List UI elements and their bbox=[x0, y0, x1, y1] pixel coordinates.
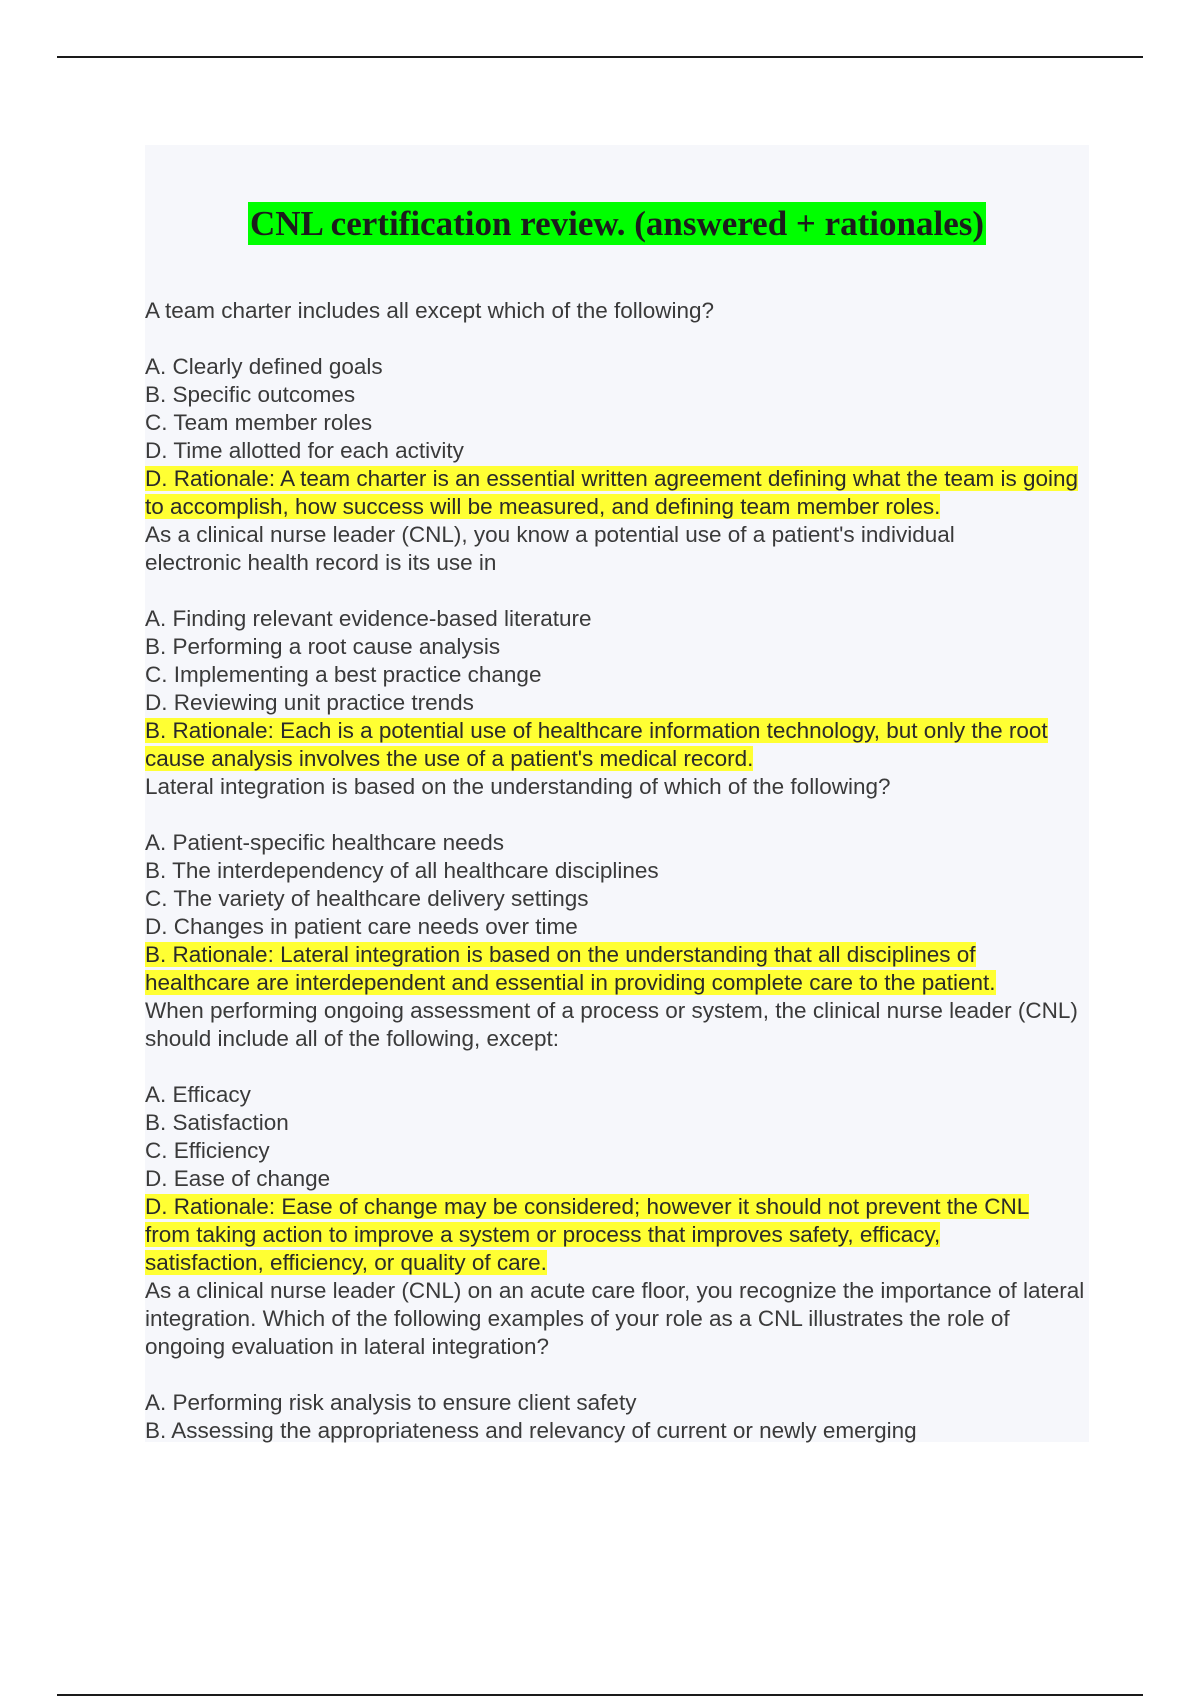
question-5-text: As a clinical nurse leader (CNL) on an acute care floor, you recognize the importance of lateral integration. Which of the following examples of your role as a CNL illustrates the role of ongoing evaluation in lateral integration? bbox=[145, 1278, 1085, 1359]
question-1-option-c: C. Team member roles bbox=[145, 410, 373, 435]
question-2-option-a: A. Finding relevant evidence-based literature bbox=[145, 606, 592, 631]
question-1-text: A team charter includes all except which of the following? bbox=[145, 298, 715, 323]
question-4-option-d: D. Ease of change bbox=[145, 1166, 331, 1191]
question-3-option-a: A. Patient-specific healthcare needs bbox=[145, 830, 504, 855]
document-content bbox=[145, 145, 1089, 1442]
question-4-option-a: A. Efficacy bbox=[145, 1082, 251, 1107]
question-3-text: Lateral integration is based on the understanding of which of the following? bbox=[145, 774, 891, 799]
question-3-option-d: D. Changes in patient care needs over time bbox=[145, 914, 578, 939]
question-1-rationale: D. Rationale: A team charter is an essential written agreement defining what the team is going to accomplish, how success will be measured, and defining team member roles. bbox=[145, 466, 1079, 519]
question-1-option-b: B. Specific outcomes bbox=[145, 382, 356, 407]
title-container bbox=[145, 202, 1089, 245]
question-2-rationale-block bbox=[145, 717, 1089, 773]
question-3-option-b: B. The interdependency of all healthcare disciplines bbox=[145, 858, 659, 883]
question-5-option-a: A. Performing risk analysis to ensure client safety bbox=[145, 1390, 637, 1415]
question-4-rationale-block bbox=[145, 1193, 1089, 1277]
question-1-option-d: D. Time allotted for each activity bbox=[145, 438, 464, 463]
question-4-option-c: C. Efficiency bbox=[145, 1138, 270, 1163]
footer-rule bbox=[57, 1694, 1143, 1696]
question-3-option-c: C. The variety of healthcare delivery settings bbox=[145, 886, 589, 911]
question-2-option-d: D. Reviewing unit practice trends bbox=[145, 690, 474, 715]
question-list bbox=[145, 297, 1089, 1445]
question-1-rationale-block bbox=[145, 465, 1089, 521]
question-1-option-a: A. Clearly defined goals bbox=[145, 354, 383, 379]
document-title: CNL certification review. (answered + rationales) bbox=[249, 204, 985, 243]
question-2-rationale: B. Rationale: Each is a potential use of healthcare information technology, but only the root cause analysis involves the use of a patient's medical record. bbox=[145, 718, 1048, 771]
header-rule bbox=[57, 56, 1143, 58]
question-4-rationale: D. Rationale: Ease of change may be considered; however it should not prevent the CNL from taking action to improve a system or process that improves safety, efficacy, satisfaction, efficiency, or quality of care. bbox=[145, 1194, 1030, 1275]
question-4-option-b: B. Satisfaction bbox=[145, 1110, 289, 1135]
question-3-rationale-block bbox=[145, 941, 1089, 997]
question-2-option-c: C. Implementing a best practice change bbox=[145, 662, 542, 687]
question-2-text: As a clinical nurse leader (CNL), you know a potential use of a patient's individual electronic health record is its use in bbox=[145, 522, 955, 575]
question-2-option-b: B. Performing a root cause analysis bbox=[145, 634, 501, 659]
question-4-text: When performing ongoing assessment of a process or system, the clinical nurse leader (CNL) should include all of the following, except: bbox=[145, 998, 1078, 1051]
question-3-rationale: B. Rationale: Lateral integration is based on the understanding that all disciplines of healthcare are interdependent and essential in providing complete care to the patient. bbox=[145, 942, 996, 995]
question-5-option-b: B. Assessing the appropriateness and relevancy of current or newly emerging bbox=[145, 1418, 917, 1443]
